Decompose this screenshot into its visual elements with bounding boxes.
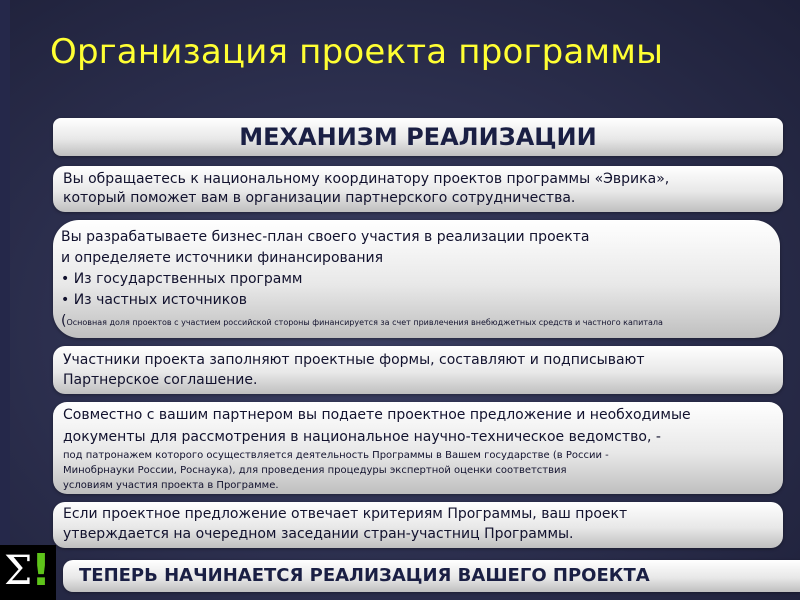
mechanism-heading: МЕХАНИЗМ РЕАЛИЗАЦИИ	[53, 118, 783, 156]
step-1-box	[53, 166, 783, 212]
step-1-line-2: который поможет вам в организации партнерского сотрудничества.	[63, 190, 576, 206]
implementation-banner: ТЕПЕРЬ НАЧИНАЕТСЯ РЕАЛИЗАЦИЯ ВАШЕГО ПРОЕКТА	[63, 560, 800, 592]
exclamation-icon: !	[31, 545, 52, 596]
step-5-box	[53, 502, 783, 548]
page-title: Организация проекта программы	[50, 32, 664, 72]
sigma-icon: Σ	[4, 548, 33, 594]
step-4-line-2: документы для рассмотрения в национальное научно-техническое ведомство, -	[63, 429, 661, 445]
sigma-exclamation-logo	[0, 545, 56, 600]
step-3-line-1: Участники проекта заполняют проектные формы, составляют и подписывают	[63, 352, 645, 368]
step-3-line-2: Партнерское соглашение.	[63, 372, 258, 388]
step-4-line-5: условиям участия проекта в Программе.	[63, 480, 279, 491]
step-2-line-2: и определяете источники финансирования	[61, 250, 384, 266]
step-4-line-1: Совместно с вашим партнером вы подаете проектное предложение и необходимые	[63, 407, 691, 423]
step-2-box	[53, 220, 780, 338]
step-2-note-text: Основная доля проектов с участием российской стороны финансируется за счет привлечения внебюджетных средств и частного капитала	[66, 318, 663, 327]
step-4-line-4: Минобрнауки России, Роснаука), для проведения процедуры экспертной оценки соответствия	[63, 465, 567, 476]
step-5-line-2: утверждается на очередном заседании стран-участниц Программы.	[63, 526, 574, 542]
step-2-note	[61, 311, 772, 332]
step-4-box	[53, 402, 783, 494]
step-1-line-1: Вы обращаетесь к национальному координатору проектов программы «Эврика»,	[63, 171, 670, 187]
step-4-line-3: под патронажем которого осуществляется деятельность Программы в Вашем государстве (в России -	[63, 450, 609, 461]
step-2-note-paren: (	[61, 313, 67, 329]
step-2-line-1: Вы разрабатываете бизнес-план своего участия в реализации проекта	[61, 229, 590, 245]
step-3-box	[53, 346, 783, 394]
step-2-bullet-1: • Из государственных программ	[61, 271, 303, 287]
step-5-line-1: Если проектное предложение отвечает критериям Программы, ваш проект	[63, 506, 628, 522]
step-2-bullet-2: • Из частных источников	[61, 292, 248, 308]
left-accent-bar	[0, 0, 10, 600]
